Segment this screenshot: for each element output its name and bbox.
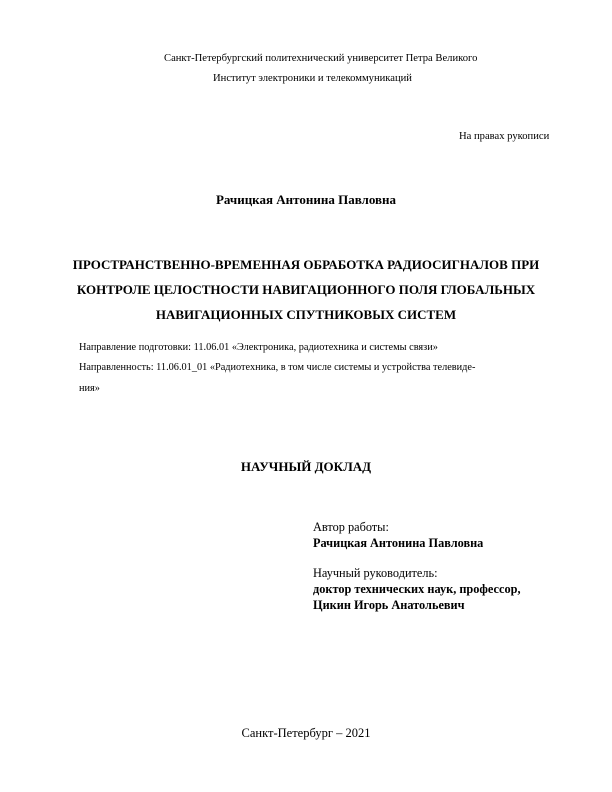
title-line: ПРОСТРАНСТВЕННО-ВРЕМЕННАЯ ОБРАБОТКА РАДИОСИГНАЛОВ ПРИ [72, 257, 540, 272]
document-title [0, 252, 612, 327]
university-name: Санкт-Петербургский политехнический университет Петра Великого [164, 53, 478, 64]
program-focus-line1: Направленность: 11.06.01_01 «Радиотехника, в том числе системы и устройства телевиде- [79, 362, 476, 373]
program-focus-line2: ния» [79, 383, 100, 394]
supervisor-name: Цикин Игорь Анатольевич [313, 598, 465, 612]
author-name-heading: Рачицкая Антонина Павловна [215, 192, 397, 207]
title-line: КОНТРОЛЕ ЦЕЛОСТНОСТИ НАВИГАЦИОННОГО ПОЛЯ ГЛОБАЛЬНЫХ [76, 282, 536, 297]
supervisor-degree: доктор технических наук, профессор, [313, 582, 521, 596]
program-direction: Направление подготовки: 11.06.01 «Электроника, радиотехника и системы связи» [79, 342, 438, 353]
supervisor-label: Научный руководитель: [313, 566, 438, 580]
institute-name: Институт электроники и телекоммуникаций [213, 73, 412, 84]
title-line: НАВИГАЦИОННЫХ СПУТНИКОВЫХ СИСТЕМ [155, 307, 457, 322]
supervisor-block [313, 565, 521, 613]
author-block [313, 519, 483, 551]
footer-city-year: Санкт-Петербург – 2021 [241, 726, 371, 740]
author-name: Рачицкая Антонина Павловна [313, 536, 484, 550]
manuscript-note: На правах рукописи [459, 131, 550, 142]
document-type: НАУЧНЫЙ ДОКЛАД [240, 459, 372, 474]
author-label: Автор работы: [313, 520, 389, 534]
